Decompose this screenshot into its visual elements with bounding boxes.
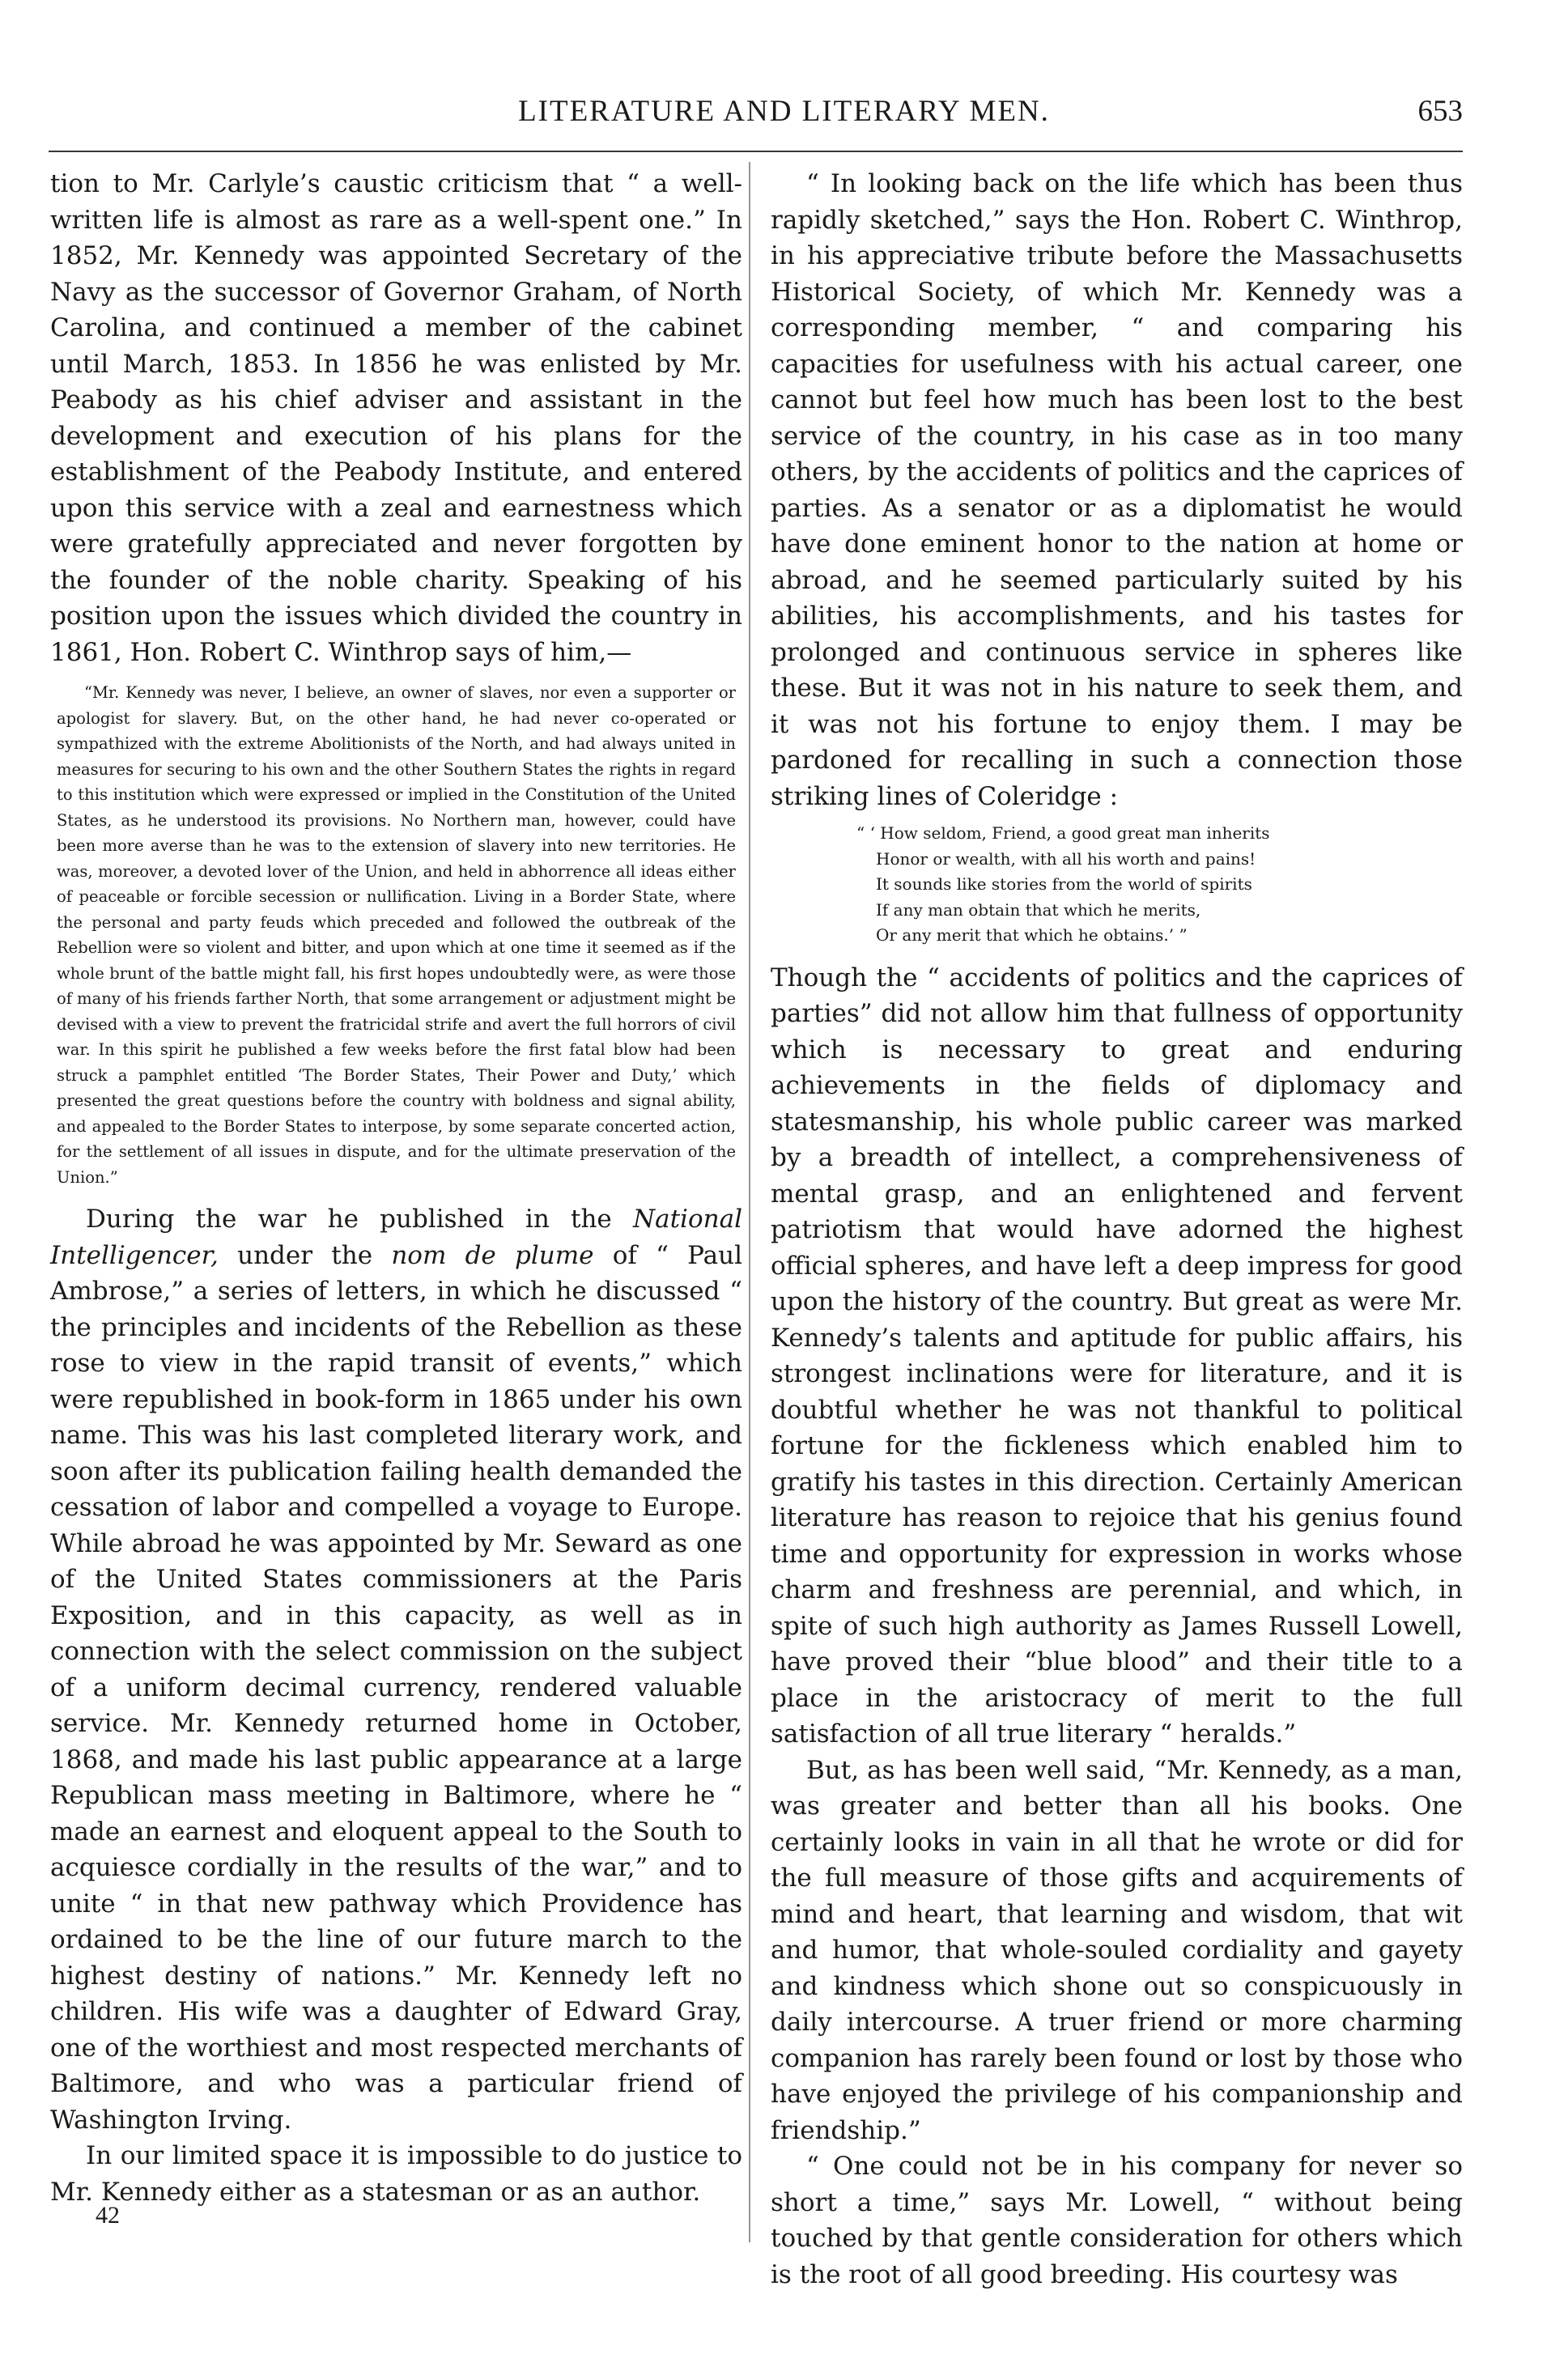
verse-quote bbox=[771, 821, 1463, 949]
paragraph bbox=[50, 1201, 742, 2138]
verse-line: Or any merit that which he obtains.’ ” bbox=[876, 925, 1188, 945]
block-quote: “Mr. Kennedy was never, I believe, an owner of slaves, nor even a supporter or apologist for slavery. But, on the other hand, he had never co-operated or sympathized with the extreme Abolitionists of the North, and had always united in measures for securing to his own and the other Southern States the rights in regard to this institution which were expressed or implied in the Constitution of the United States, as he understood its provisions. No Northern man, however, could have been more averse than he was to the extension of slavery into new territories. He was, moreover, a devoted lover of the Union, and held in abhorrence all ideas either of peaceable or forcible secession or nullification. Living in a Border State, where the personal and party feuds which preceded and followed the outbreak of the Rebellion were so violent and bitter, and upon which at one time it seemed as if the whole brunt of the battle might fall, his first hopes undoubtedly were, as were those of many of his friends farther North, that some arrangement or adjustment might be devised with a view to prevent the fratricidal strife and avert the full horrors of civil war. In this spirit he published a few weeks before the first fatal blow had been struck a pamphlet entitled ‘The Border States, Their Power and Duty,’ which presented the great questions before the country with boldness and signal ability, and appealed to the Border States to interpose, by some separate concerted action, for the settlement of all issues in dispute, and for the ultimate preservation of the Union.” bbox=[57, 683, 736, 1187]
paragraph: “ In looking back on the life which has been thus rapidly sketched,” says the Hon. Robert C. Winthrop, in his appreciative tribute before the Massachusetts Historical Society, of which Mr. Kennedy was a corresponding member, “ and comparing his capacities for usefulness with his actual career, one cannot but feel how much has been lost to the best service of the country, in his case as in too many others, by the accidents of politics and the caprices of parties. As a senator or as a diplomatist he would have done eminent honor to the nation at home or abroad, and he seemed particularly suited by his abilities, his accomplishments, and his tastes for prolonged and continuous service in spheres like these. But it was not in his nature to seek them, and it was not his fortune to enjoy them. I may be pardoned for recalling in such a connection those striking lines of Coleridge : bbox=[771, 169, 1463, 811]
verse-line: “ ‘ How seldom, Friend, a good great man inherits bbox=[856, 823, 1270, 843]
paragraph: But, as has been well said, “Mr. Kennedy, as a man, was greater and better than all his books. One certainly looks in vain in all that he wrote or did for the full measure of those gifts and acquirements of mind and heart, that learning and wisdom, that wit and humor, that whole-souled cordiality and gayety and kindness which shone out so conspicuously in daily intercourse. A truer friend or more charming companion has rarely been found or lost by those who have enjoyed the privilege of his companionship and friendship.” bbox=[771, 1755, 1463, 2145]
right-column bbox=[771, 166, 1463, 2293]
paragraph: “ One could not be in his company for never so short a time,” says Mr. Lowell, “ without being touched by that gentle consideration for others which is the root of all good breeding. His courtesy was bbox=[771, 2152, 1463, 2289]
italic-text: National Intelligencer, bbox=[50, 1205, 742, 1270]
text-run: During the war he published in the bbox=[86, 1205, 633, 1234]
running-head bbox=[0, 91, 1568, 131]
left-column bbox=[50, 166, 742, 2210]
italic-text: nom de plume bbox=[391, 1240, 594, 1270]
paragraph: In our limited space it is impossible to do justice to Mr. Kennedy either as a statesman or as an author. bbox=[50, 2141, 742, 2207]
text-run: of “ Paul Ambrose,” a series of letters, in which he discussed “ the principles and incidents of the Rebellion as these rose to view in the rapid transit of events,” which were republished in book-form in 1865 under his own name. This was his last completed literary work, and soon after its publication failing health demanded the cessation of labor and compelled a voyage to Europe. While abroad he was appointed by Mr. Seward as one of the United States commissioners at the Paris Exposition, and in this capacity, as well as in connection with the select commission on the subject of a uniform decimal currency, rendered valuable service. Mr. Kennedy returned home in October, 1868, and made his last public appearance at a large Republican mass meeting in Baltimore, where he “ made an earnest and eloquent appeal to the South to acquiesce cordially in the results of the war,” and to unite “ in that new pathway which Providence has ordained to be the line of our future march to the highest destiny of nations.” Mr. Kennedy left no children. His wife was a daughter of Edward Gray, one of the worthiest and most respected merchants of Baltimore, and who was a particular friend of Washington Irving. bbox=[50, 1240, 742, 2135]
verse-line: It sounds like stories from the world of spirits bbox=[876, 874, 1252, 894]
header-rule bbox=[49, 151, 1463, 152]
verse-line: Honor or wealth, with all his worth and pains! bbox=[876, 848, 1256, 869]
verse-line: If any man obtain that which he merits, bbox=[876, 899, 1201, 920]
text-run: under the bbox=[218, 1240, 392, 1270]
paragraph: tion to Mr. Carlyle’s caustic criticism that “ a well-written life is almost as rare as a well-spent one.” In 1852, Mr. Kennedy was appointed Secretary of the Navy as the successor of Governor Graham, of North Carolina, and continued a member of the cabinet until March, 1853. In 1856 he was enlisted by Mr. Peabody as his chief adviser and assistant in the development and execution of his plans for the establishment of the Peabody Institute, and entered upon this service with a zeal and earnestness which were gratefully appreciated and never forgotten by the founder of the noble charity. Speaking of his position upon the issues which divided the country in 1861, Hon. Robert C. Winthrop says of him,— bbox=[50, 169, 742, 667]
running-title: LITERATURE AND LITERARY MEN. bbox=[518, 95, 1050, 128]
page-number: 653 bbox=[1417, 95, 1463, 128]
paragraph: Though the “ accidents of politics and the caprices of parties” did not allow him that fullness of opportunity which is necessary to great and enduring achievements in the fields of diplomacy and statesmanship, his whole public career was marked by a breadth of intellect, a comprehensiveness of mental grasp, and an enlightened and fervent patriotism that would have adorned the highest official spheres, and have left a deep impress for good upon the history of the country. But great as were Mr. Kennedy’s talents and aptitude for public affairs, his strongest inclinations were for literature, and it is doubtful whether he was not thankful to political fortune for the fickleness which enabled him to gratify his tastes in this direction. Certainly American literature has reason to rejoice that his genius found time and opportunity for expression in works whose charm and freshness are perennial, and which, in spite of such high authority as James Russell Lowell, have proved their “blue blood” and their title to a place in the aristocracy of merit to the full satisfaction of all true literary “ heralds.” bbox=[771, 963, 1463, 1749]
signature-mark: 42 bbox=[96, 2202, 120, 2229]
column-divider bbox=[749, 162, 750, 2242]
